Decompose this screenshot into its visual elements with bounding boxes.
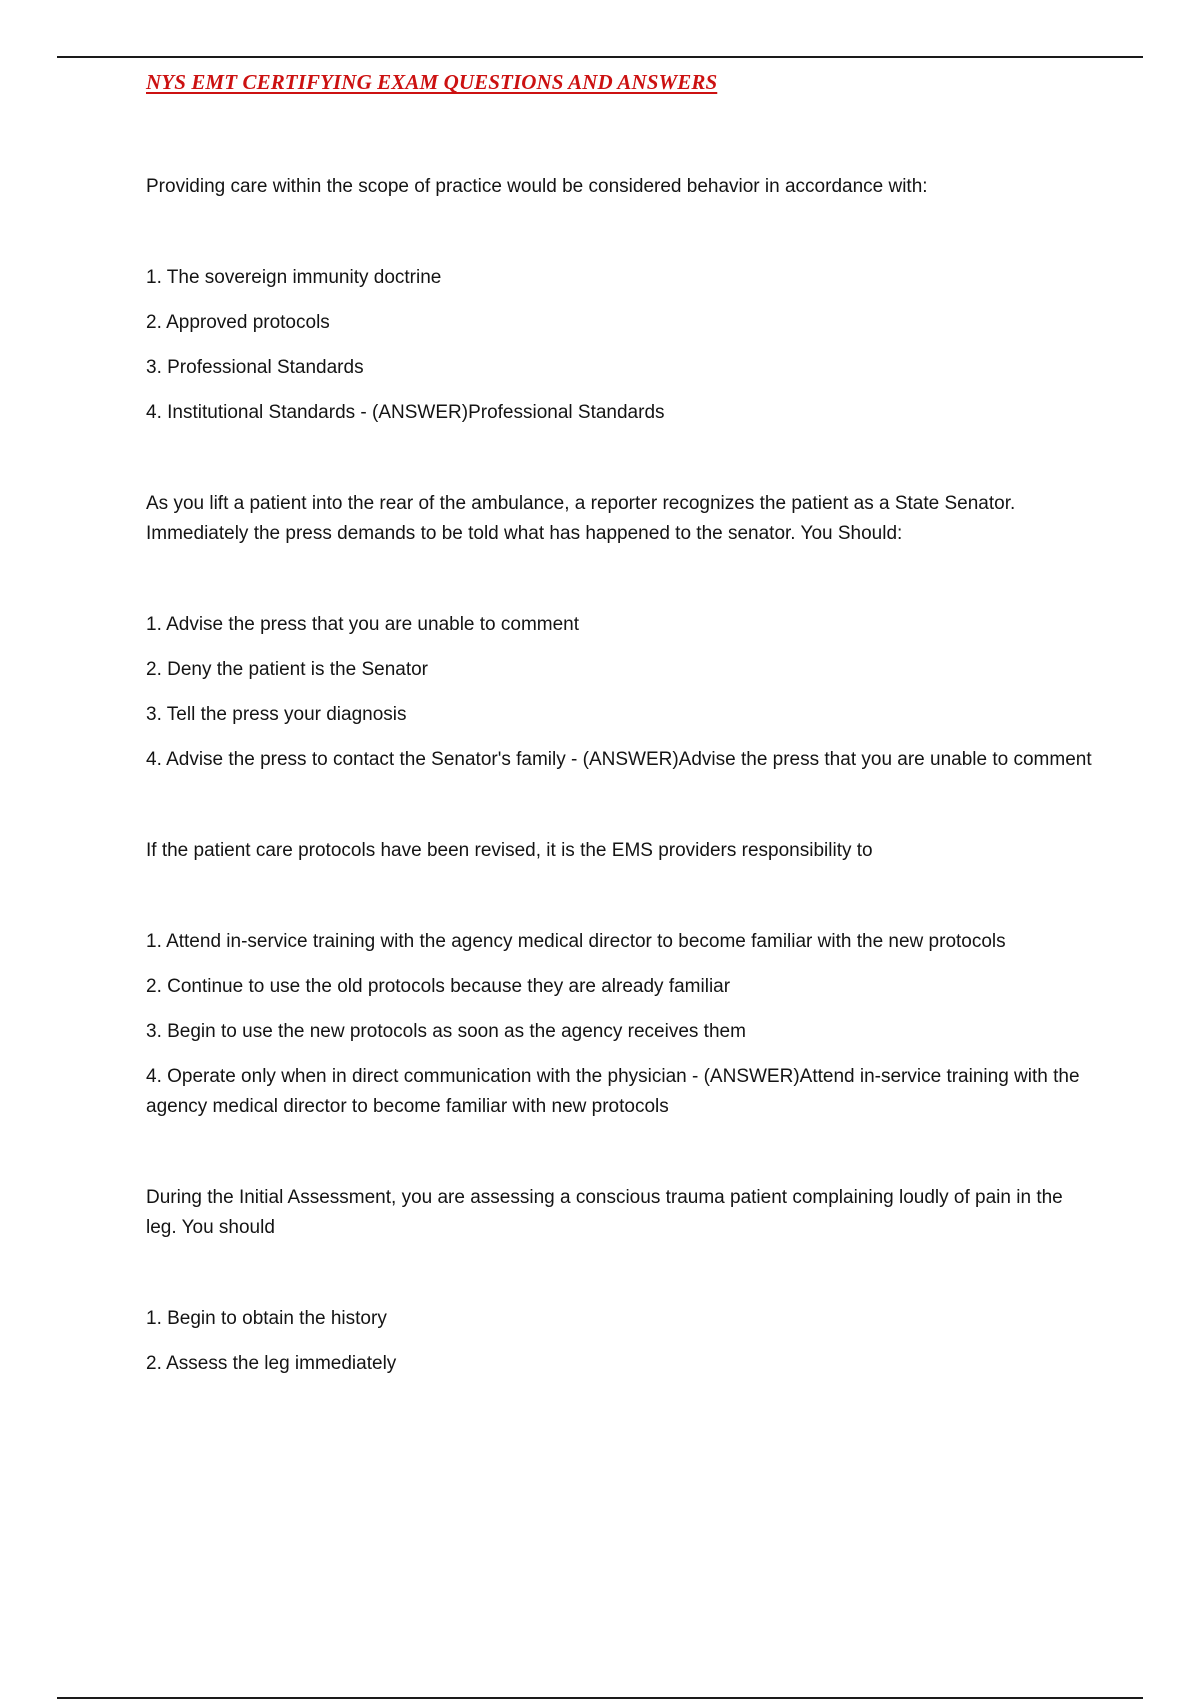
answer-options xyxy=(146,610,1096,775)
document-title: NYS EMT CERTIFYING EXAM QUESTIONS AND ANSWERS xyxy=(146,70,718,94)
answer-option: 3. Professional Standards xyxy=(146,357,364,378)
answer-option: 1. The sovereign immunity doctrine xyxy=(146,267,442,288)
answer-option: 1. Advise the press that you are unable to comment xyxy=(146,614,580,635)
spacer xyxy=(146,775,1096,836)
question-2 xyxy=(146,489,1096,775)
answer-option: 3. Tell the press your diagnosis xyxy=(146,704,407,725)
question-3 xyxy=(146,836,1096,1122)
answer-option: 4. Institutional Standards - (ANSWER)Professional Standards xyxy=(146,402,665,423)
question-1 xyxy=(146,172,1096,428)
spacer xyxy=(146,428,1096,489)
answer-option: 2. Continue to use the old protocols because they are already familiar xyxy=(146,976,731,997)
footer-rule xyxy=(57,1697,1143,1699)
answer-option: 3. Begin to use the new protocols as soon as the agency receives them xyxy=(146,1021,746,1042)
answer-options xyxy=(146,263,1096,428)
question-text: As you lift a patient into the rear of the ambulance, a reporter recognizes the patient as a State Senator. Immediately the press demands to be told what has happened to the senator. You Should: xyxy=(146,493,1016,544)
question-4 xyxy=(146,1183,1096,1379)
answer-option: 4. Operate only when in direct communication with the physician - (ANSWER)Attend in-service training with the agency medical director to become familiar with new protocols xyxy=(146,1066,1080,1117)
answer-option: 2. Deny the patient is the Senator xyxy=(146,659,429,680)
header-rule xyxy=(57,56,1143,58)
answer-option: 2. Approved protocols xyxy=(146,312,330,333)
question-text: During the Initial Assessment, you are assessing a conscious trauma patient complaining loudly of pain in the leg. You should xyxy=(146,1187,1063,1238)
answer-options xyxy=(146,1304,1096,1379)
answer-option: 1. Attend in-service training with the agency medical director to become familiar with the new protocols xyxy=(146,931,1006,952)
answer-option: 4. Advise the press to contact the Senator's family - (ANSWER)Advise the press that you are unable to comment xyxy=(146,749,1092,770)
question-text: Providing care within the scope of practice would be considered behavior in accordance with: xyxy=(146,176,928,197)
answer-option: 2. Assess the leg immediately xyxy=(146,1353,397,1374)
spacer xyxy=(146,1122,1096,1183)
answer-option: 1. Begin to obtain the history xyxy=(146,1308,387,1329)
document-body xyxy=(146,172,1096,1379)
answer-options xyxy=(146,927,1096,1122)
question-text: If the patient care protocols have been revised, it is the EMS providers responsibility to xyxy=(146,840,873,861)
